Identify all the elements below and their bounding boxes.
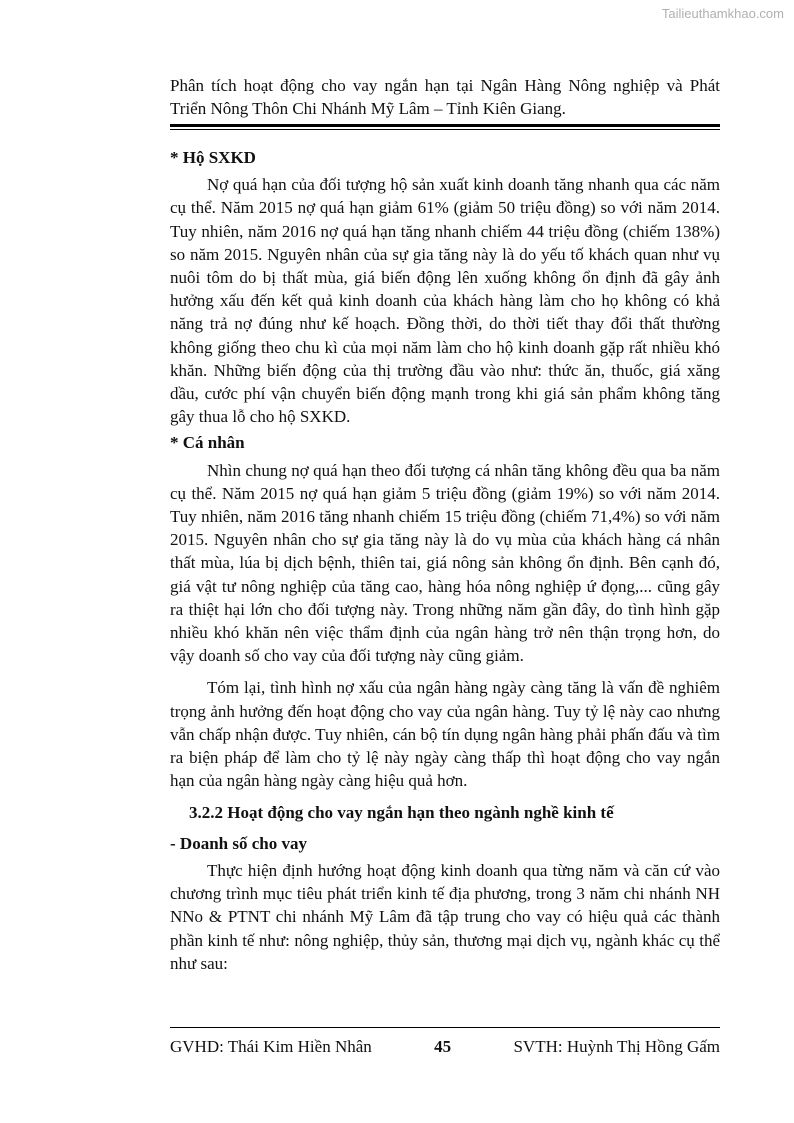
heading-ho-sxkd: * Hộ SXKD <box>170 148 256 167</box>
paragraph-doanh-so: Thực hiện định hướng hoạt động kinh doanh qua từng năm và căn cứ vào chương trình mục tiêu phát triển kinh tế địa phương, trong 3 năm chi nhánh NH NNo & PTNT chi nhánh Mỹ Lâm đã tập trung cho vay có hiệu quả các thành phần kinh tế như: nông nghiệp, thủy sản, thương mại dịch vụ, ngành khác cụ thể như sau: <box>170 860 720 973</box>
footer-rule <box>170 1027 720 1028</box>
header-rule-thick <box>170 124 720 127</box>
watermark-text: Tailieuthamkhao.com <box>661 6 784 21</box>
page-header-title: Phân tích hoạt động cho vay ngắn hạn tại Ngân Hàng Nông nghiệp và Phát Triển Nông Thôn Chi Nhánh Mỹ Lâm – Tỉnh Kiên Giang. <box>170 76 720 118</box>
paragraph-ca-nhan: Nhìn chung nợ quá hạn theo đối tượng cá nhân tăng không đều qua ba năm cụ thể. Năm 2015 nợ quá hạn giảm 5 triệu đồng (giảm 19%) so với năm 2014. Tuy nhiên, năm 2016 tăng nhanh chiếm 15 triệu đồng (chiếm 71,4%) so với năm 2015. Nguyên nhân cho sự gia tăng này là do vụ mùa của khách hàng cá nhân thất mùa, lúa bị dịch bệnh, thiên tai, giá nông sản không ổn định. Bên cạnh đó, giá vật tư nông nghiệp của tăng cao, hàng hóa nông nghiệp ứ đọng,... cũng gây ra thiệt hại lớn cho đối tượng này. Trong những năm gần đây, do tình hình gặp nhiều khó khăn nên việc thẩm định của ngân hàng trở nên thận trọng hơn, do vậy doanh số cho vay của đối tượng này cũng giảm. <box>170 460 720 666</box>
header-rule-thin <box>170 129 720 130</box>
footer-student: SVTH: Huỳnh Thị Hồng Gấm <box>513 1037 720 1056</box>
paragraph-ho-sxkd: Nợ quá hạn của đối tượng hộ sản xuất kinh doanh tăng nhanh qua các năm cụ thể. Năm 2015 nợ quá hạn giảm 61% (giảm 50 triệu đồng) so với năm 2014. Tuy nhiên, năm 2016 nợ quá hạn tăng nhanh chiếm 44 triệu đồng (chiếm 138%) so năm 2015. Nguyên nhân của sự gia tăng này là do yếu tố khách quan như vụ nuôi tôm do bị thất mùa, giá biến động lên xuống không ổn định đã gây ảnh hưởng xấu đến kết quả kinh doanh của khách hàng làm cho họ không có khả năng trả nợ đúng như kế hoạch. Đồng thời, do thời tiết thay đổi thất thường không giống theo chu kì của mọi năm làm cho hộ kinh doanh gặp rất nhiều khó khăn. Những biến động của thị trường đầu vào như: thức ăn, thuốc, giá xăng dầu, cước phí vận chuyển biến động mạnh trong khi giá sản phẩm không tăng gây thua lỗ cho hộ SXKD. <box>170 175 720 427</box>
page-number: 45 <box>434 1037 452 1056</box>
heading-section-3-2-2: 3.2.2 Hoạt động cho vay ngắn hạn theo ngành nghề kinh tế <box>189 803 614 823</box>
footer-advisor: GVHD: Thái Kim Hiền Nhân <box>170 1037 372 1056</box>
heading-doanh-so-cho-vay: - Doanh số cho vay <box>170 833 307 853</box>
page-footer <box>170 1037 720 1057</box>
paragraph-summary: Tóm lại, tình hình nợ xấu của ngân hàng ngày càng tăng là vấn đề nghiêm trọng ảnh hưởng đến hoạt động cho vay của ngân hàng. Tuy tỷ lệ này cao nhưng vẫn chấp nhận được. Tuy nhiên, cán bộ tín dụng ngân hàng phải phấn đấu và tìm ra biện pháp để làm cho tỷ lệ này ngày càng thấp thì hoạt động cho vay ngắn hạn của ngân hàng ngày càng hiệu quả hơn. <box>170 678 720 791</box>
document-body <box>170 143 720 975</box>
paragraph-gap <box>170 667 720 676</box>
heading-ca-nhan: * Cá nhân <box>170 433 245 453</box>
